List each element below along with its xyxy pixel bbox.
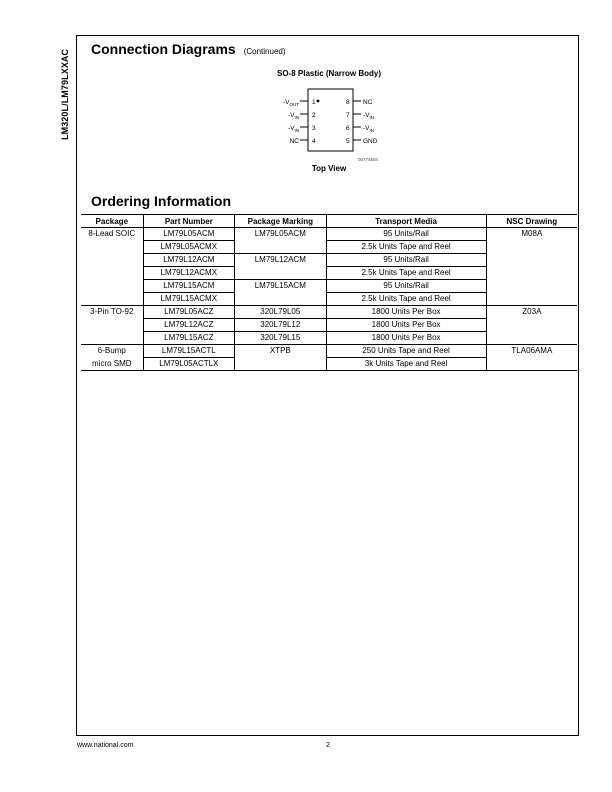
drawing-cell: TLA06AMA: [486, 345, 577, 371]
part-number-cell: LM79L05ACZ: [143, 306, 235, 319]
pin-label: $-V_{IN}$: [288, 125, 299, 133]
part-number-cell: LM79L12ACZ: [143, 319, 235, 332]
pin-number: 6: [346, 125, 350, 132]
side-document-title: [60, 32, 72, 142]
pin-number: 1: [312, 99, 316, 106]
media-cell: 95 Units/Rail: [326, 280, 486, 293]
so8-pinout-diagram: [270, 82, 390, 177]
marking-cell: LM79L05ACM: [235, 228, 326, 254]
column-header-transport-media: Transport Media: [326, 215, 486, 228]
part-number-cell: LM79L05ACTLX: [143, 358, 235, 371]
pin-number: 3: [312, 125, 316, 132]
pin1-dot: [317, 100, 320, 103]
table-row: [81, 306, 577, 319]
pin-label: $-V_{IN}$: [363, 125, 374, 133]
media-cell: 250 Units Tape and Reel: [326, 345, 486, 358]
package-cell: 8-Lead SOIC: [81, 228, 143, 306]
ordering-table: [81, 214, 577, 371]
part-number-cell: LM79L05ACMX: [143, 241, 235, 254]
pin-label: $-V_{IN}$: [363, 112, 374, 120]
table-row: [81, 228, 577, 241]
table-header-row: [81, 215, 577, 228]
column-header-package: Package: [81, 215, 143, 228]
side-title-text: LM320L/LM79LXXAC: [60, 48, 70, 140]
media-cell: 1800 Units Per Box: [326, 306, 486, 319]
media-cell: 2.5k Units Tape and Reel: [326, 293, 486, 306]
marking-cell: 320L79L05: [235, 306, 326, 319]
part-number-cell: LM79L15ACZ: [143, 332, 235, 345]
part-number-cell: LM79L12ACM: [143, 254, 235, 267]
media-cell: 95 Units/Rail: [326, 254, 486, 267]
pin-number: 7: [346, 112, 350, 119]
part-number-cell: LM79L15ACTL: [143, 345, 235, 358]
column-header-nsc-drawing: NSC Drawing: [486, 215, 577, 228]
pin-label: GND: [363, 138, 378, 145]
pin-label: $-V_{OUT}$: [283, 99, 299, 107]
package-cell: 6-Bump: [81, 345, 143, 358]
package-cell: 3-Pin TO-92: [81, 306, 143, 345]
continued-label: (Continued): [243, 47, 286, 56]
package-cell: micro SMD: [81, 358, 143, 371]
media-cell: 95 Units/Rail: [326, 228, 486, 241]
figure-id: 00774604: [357, 157, 378, 162]
ordering-information-heading: Ordering Information: [91, 193, 231, 209]
part-number-cell: LM79L15ACM: [143, 280, 235, 293]
pin-label: NC: [289, 138, 299, 145]
table-row: [81, 345, 577, 358]
part-number-cell: LM79L12ACMX: [143, 267, 235, 280]
pin-number: 2: [312, 112, 316, 119]
marking-cell: XTPB: [235, 345, 326, 371]
drawing-cell: Z03A: [486, 306, 577, 345]
pin-label: $-V_{IN}$: [288, 112, 299, 120]
media-cell: 2.5k Units Tape and Reel: [326, 241, 486, 254]
column-header-package-marking: Package Marking: [235, 215, 326, 228]
pin-number: 5: [346, 138, 350, 145]
drawing-cell: M08A: [486, 228, 577, 306]
media-cell: 2.5k Units Tape and Reel: [326, 267, 486, 280]
media-cell: 1800 Units Per Box: [326, 332, 486, 345]
footer-website: www.national.com: [77, 742, 134, 749]
part-number-cell: LM79L15ACMX: [143, 293, 235, 306]
media-cell: 1800 Units Per Box: [326, 319, 486, 332]
pin-number: 8: [346, 99, 350, 106]
column-header-part-number: Part Number: [143, 215, 235, 228]
top-view-label: Top View: [311, 164, 347, 173]
connection-heading-text: Connection Diagrams: [91, 41, 236, 57]
marking-cell: LM79L12ACM: [235, 254, 326, 280]
pin-number: 4: [312, 138, 316, 145]
part-number-cell: LM79L05ACM: [143, 228, 235, 241]
pin-label: NC: [363, 99, 373, 106]
media-cell: 3k Units Tape and Reel: [326, 358, 486, 371]
connection-diagrams-heading: [91, 41, 286, 57]
marking-cell: 320L79L15: [235, 332, 326, 345]
footer-page-number: 2: [326, 742, 330, 749]
package-title: SO-8 Plastic (Narrow Body): [276, 69, 382, 78]
marking-cell: 320L79L12: [235, 319, 326, 332]
marking-cell: LM79L15ACM: [235, 280, 326, 306]
